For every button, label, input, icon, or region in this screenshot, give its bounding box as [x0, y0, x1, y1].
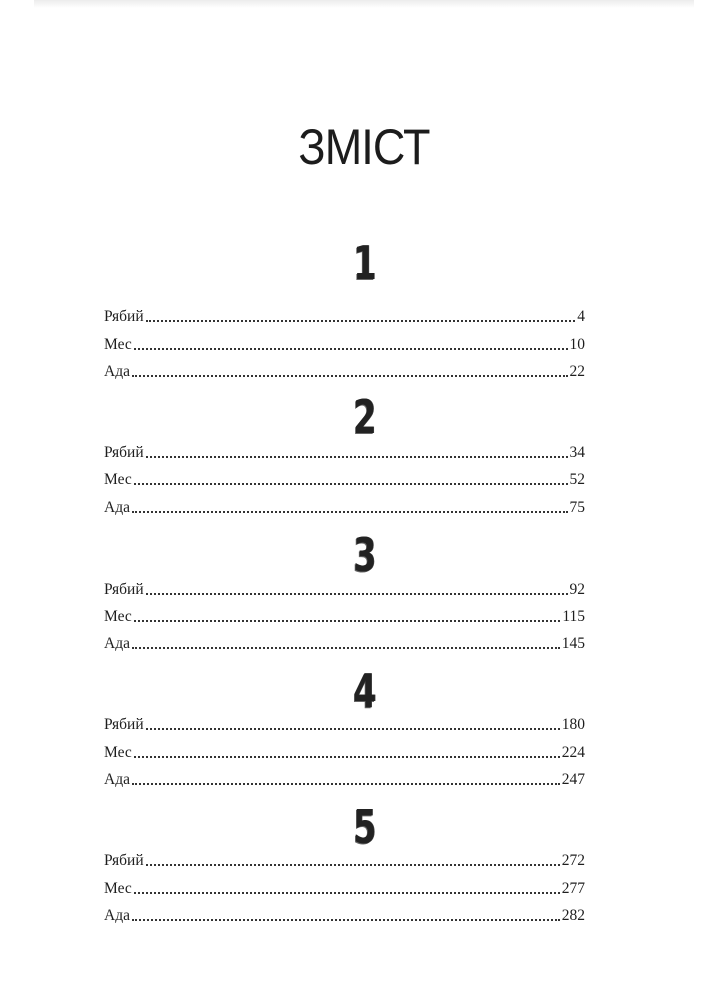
toc-entry[interactable]: [104, 904, 585, 926]
toc-entry-title: Рябий: [104, 444, 144, 461]
toc-entry-page: 10: [569, 336, 585, 353]
toc-entry[interactable]: [104, 632, 585, 654]
toc-entry-page: 247: [561, 771, 585, 788]
page-top-edge: [34, 0, 694, 8]
dot-leader: [132, 647, 560, 649]
dot-leader: [132, 783, 560, 785]
toc-entry-page: 180: [561, 716, 585, 733]
toc-entry-title: Мес: [104, 471, 132, 488]
toc-entry-page: 52: [569, 471, 585, 488]
part-number-4: 4: [353, 664, 375, 718]
dot-leader: [146, 864, 560, 866]
toc-entry-title: Рябий: [104, 308, 144, 325]
dot-leader: [146, 456, 568, 458]
toc-entry[interactable]: [104, 496, 585, 518]
toc-entry[interactable]: [104, 713, 585, 735]
toc-entry-title: Ада: [104, 363, 130, 380]
dot-leader: [132, 511, 568, 513]
part-number-3: 3: [353, 528, 375, 582]
dot-leader: [134, 620, 561, 622]
toc-entry-title: Ада: [104, 907, 130, 924]
toc-entry-page: 92: [569, 581, 585, 598]
toc-entry[interactable]: [104, 305, 585, 327]
toc-entry-title: Мес: [104, 744, 132, 761]
dot-leader: [132, 919, 560, 921]
toc-entry-page: 277: [561, 880, 585, 897]
toc-entry-page: 224: [561, 744, 585, 761]
part-number-1: 1: [353, 236, 375, 290]
toc-entry-page: 22: [569, 363, 585, 380]
dot-leader: [134, 483, 568, 485]
toc-entry-title: Мес: [104, 880, 132, 897]
toc-entry[interactable]: [104, 333, 585, 355]
toc-entry-page: 34: [569, 444, 585, 461]
dot-leader: [132, 375, 568, 377]
toc-entry-page: 4: [577, 308, 585, 325]
dot-leader: [146, 728, 560, 730]
toc-entry[interactable]: [104, 605, 585, 627]
toc-entry-page: 282: [561, 907, 585, 924]
dot-leader: [134, 348, 568, 350]
toc-entry-title: Ада: [104, 499, 130, 516]
toc-entry-title: Мес: [104, 608, 132, 625]
dot-leader: [134, 892, 560, 894]
dot-leader: [146, 320, 576, 322]
toc-entry[interactable]: [104, 360, 585, 382]
toc-entry-page: 272: [561, 852, 585, 869]
toc-entry-title: Мес: [104, 336, 132, 353]
page-title: ЗМІСТ: [298, 119, 430, 175]
toc-entry-title: Ада: [104, 635, 130, 652]
toc-entry[interactable]: [104, 441, 585, 463]
toc-entry-title: Рябий: [104, 716, 144, 733]
toc-entry[interactable]: [104, 578, 585, 600]
toc-entry[interactable]: [104, 768, 585, 790]
part-number-2: 2: [353, 390, 375, 444]
toc-entry[interactable]: [104, 741, 585, 763]
toc-entry-title: Рябий: [104, 581, 144, 598]
part-number-5: 5: [353, 800, 375, 854]
dot-leader: [134, 756, 560, 758]
toc-entry[interactable]: [104, 849, 585, 871]
toc-entry-page: 145: [561, 635, 585, 652]
toc-entry-page: 115: [562, 608, 585, 625]
toc-entry-title: Рябий: [104, 852, 144, 869]
dot-leader: [146, 593, 568, 595]
toc-entry[interactable]: [104, 877, 585, 899]
toc-entry-title: Ада: [104, 771, 130, 788]
toc-entry[interactable]: [104, 468, 585, 490]
toc-entry-page: 75: [569, 499, 585, 516]
